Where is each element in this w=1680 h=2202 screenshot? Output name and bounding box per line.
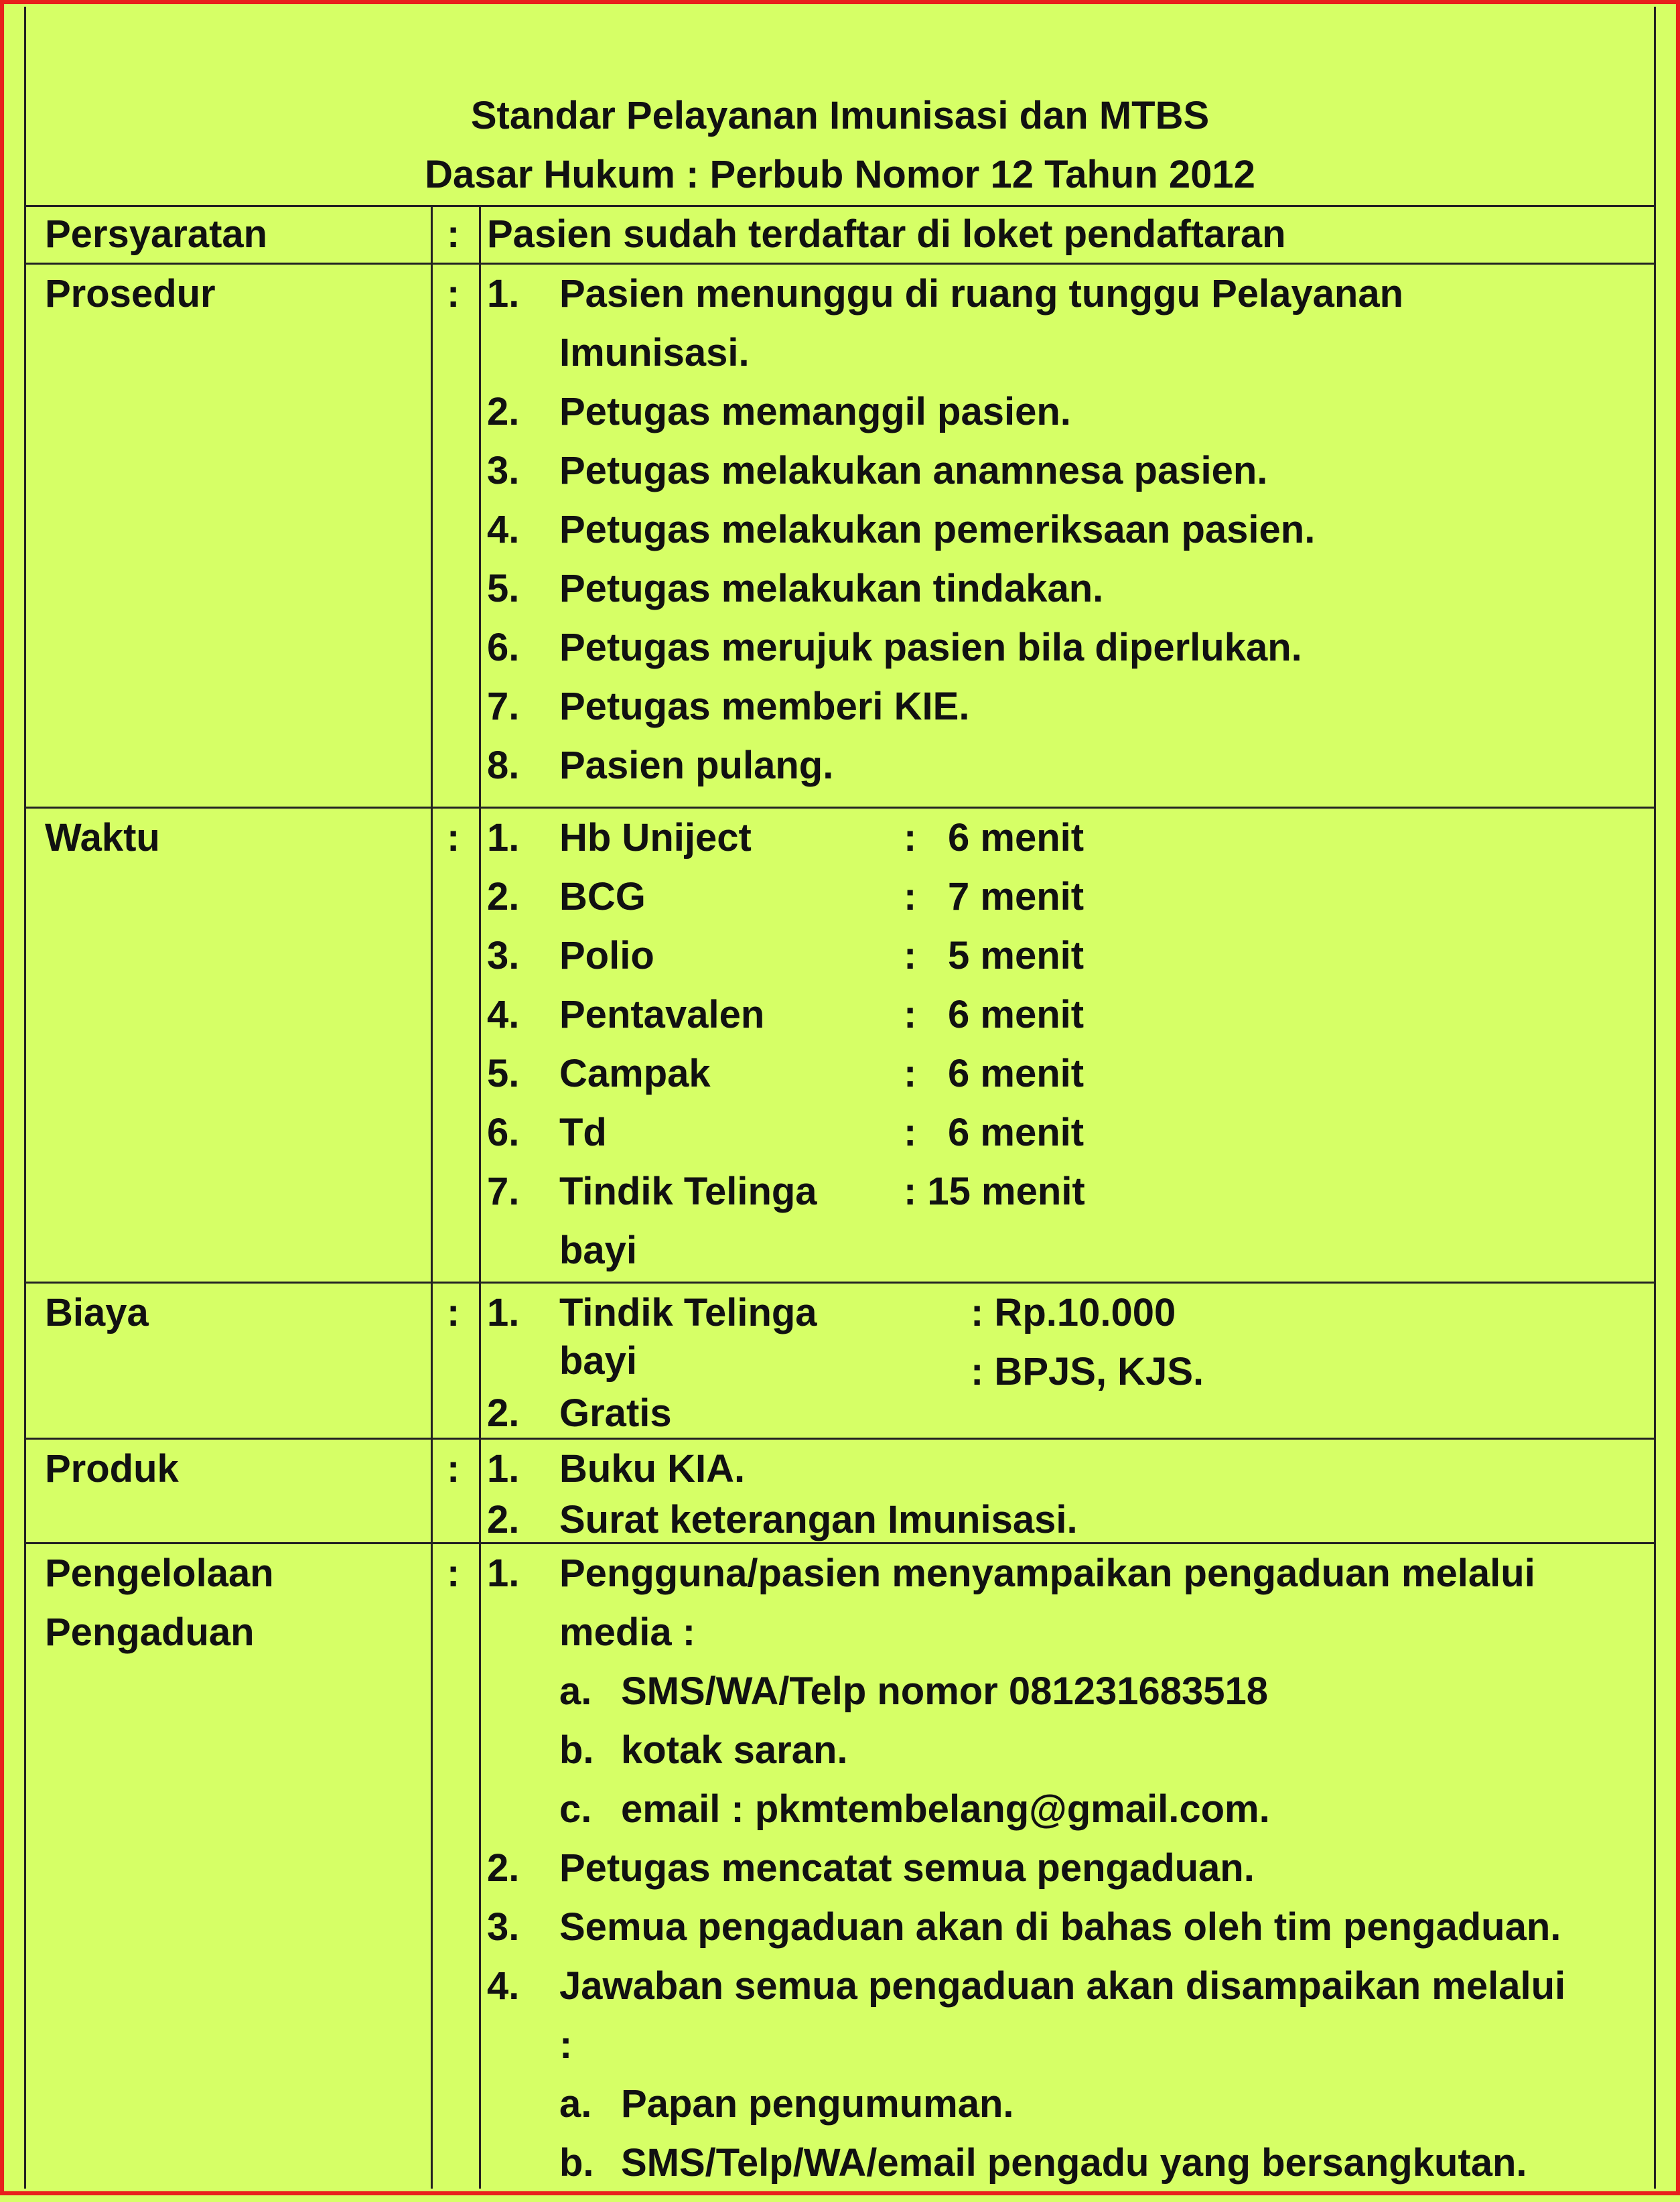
- sub-item-letter: a.: [559, 1669, 592, 1713]
- sub-item-letter: a.: [559, 2082, 592, 2126]
- complaint-item: Pengguna/pasien menyampaikan pengaduan melalui: [559, 1552, 1535, 1595]
- waktu-colon: :: [447, 816, 460, 859]
- time-separator: :: [904, 875, 917, 918]
- fee-value: : Rp.10.000: [971, 1291, 1176, 1334]
- list-item-continuation: Imunisasi.: [559, 331, 750, 374]
- time-separator: :: [904, 993, 917, 1036]
- list-number: 4.: [487, 1964, 520, 2008]
- complaint-item: Semua pengaduan akan di bahas oleh tim pengaduan.: [559, 1905, 1561, 1949]
- fee-value: : BPJS, KJS.: [971, 1350, 1204, 1393]
- list-item: Pasien menunggu di ruang tunggu Pelayanan: [559, 272, 1404, 316]
- biaya-colon: :: [447, 1291, 460, 1334]
- complaint-channel-email: email : pkmtembelang@gmail.com.: [621, 1787, 1270, 1831]
- service-name: Pentavalen: [559, 993, 765, 1036]
- legal-basis: Dasar Hukum : Perbub Nomor 12 Tahun 2012: [425, 153, 1255, 196]
- sub-item-letter: b.: [559, 1728, 594, 1772]
- row-persyaratan: [26, 205, 1654, 265]
- sub-item-letter: b.: [559, 2141, 594, 2185]
- time-separator: :: [904, 1111, 917, 1154]
- complaint-channel-phone: SMS/WA/Telp nomor 081231683518: [621, 1669, 1269, 1713]
- time-separator: :: [904, 1052, 917, 1095]
- list-number: 1.: [487, 816, 520, 859]
- list-number: 7.: [487, 1170, 520, 1213]
- list-number: 2.: [487, 1498, 520, 1541]
- list-number: 7.: [487, 685, 520, 728]
- pengaduan-label: Pengelolaan: [45, 1552, 274, 1595]
- list-number: 2.: [487, 390, 520, 433]
- list-number: 1.: [487, 272, 520, 316]
- product-item: Buku KIA.: [559, 1447, 746, 1491]
- list-item: Petugas melakukan pemeriksaan pasien.: [559, 508, 1316, 551]
- pengaduan-label-continuation: Pengaduan: [45, 1610, 255, 1654]
- list-item: Petugas melakukan anamnesa pasien.: [559, 449, 1268, 492]
- list-number: 1.: [487, 1552, 520, 1595]
- list-item: Petugas merujuk pasien bila diperlukan.: [559, 626, 1302, 669]
- list-number: 3.: [487, 934, 520, 977]
- complaint-item: Petugas mencatat semua pengaduan.: [559, 1846, 1255, 1890]
- service-duration: 6 menit: [948, 1111, 1084, 1154]
- sub-item-letter: c.: [559, 1787, 592, 1831]
- response-channel-board: Papan pengumuman.: [621, 2082, 1014, 2126]
- pengaduan-colon: :: [447, 1552, 460, 1595]
- service-duration: 7 menit: [948, 875, 1084, 918]
- list-number: 3.: [487, 449, 520, 492]
- waktu-label: Waktu: [45, 816, 160, 859]
- list-item: Petugas memberi KIE.: [559, 685, 970, 728]
- title-block: [26, 7, 1654, 207]
- time-separator: :: [904, 934, 917, 977]
- row-pengaduan: [26, 1544, 1654, 2202]
- prosedur-label: Prosedur: [45, 272, 216, 316]
- service-name: Campak: [559, 1052, 711, 1095]
- list-number: 8.: [487, 744, 520, 787]
- service-duration: 6 menit: [948, 1052, 1084, 1095]
- produk-colon: :: [447, 1447, 460, 1491]
- service-name-continuation: bayi: [559, 1229, 638, 1272]
- list-number: 4.: [487, 508, 520, 551]
- list-item: Pasien pulang.: [559, 744, 834, 787]
- service-standard-document: [24, 7, 1656, 2189]
- service-name: Tindik Telinga: [559, 1170, 817, 1213]
- service-name: Td: [559, 1111, 607, 1154]
- list-number: 3.: [487, 1905, 520, 1949]
- fee-item: Tindik Telinga: [559, 1291, 817, 1334]
- row-biaya: [26, 1284, 1654, 1440]
- row-prosedur: [26, 265, 1654, 809]
- list-number: 2.: [487, 1846, 520, 1890]
- time-separator: :: [904, 816, 917, 859]
- list-number: 1.: [487, 1291, 520, 1334]
- list-number: 4.: [487, 993, 520, 1036]
- list-number: 5.: [487, 1052, 520, 1095]
- persyaratan-colon: :: [447, 212, 460, 256]
- complaint-item: Jawaban semua pengaduan akan disampaikan melalui: [559, 1964, 1566, 2008]
- produk-label: Produk: [45, 1447, 179, 1491]
- list-number: 1.: [487, 1447, 520, 1491]
- fee-item: Gratis: [559, 1391, 672, 1435]
- list-item: Petugas memanggil pasien.: [559, 390, 1071, 433]
- prosedur-colon: :: [447, 272, 460, 316]
- biaya-label: Biaya: [45, 1291, 149, 1334]
- list-number: 6.: [487, 1111, 520, 1154]
- persyaratan-label: Persyaratan: [45, 212, 268, 256]
- complaint-channel-box: kotak saran.: [621, 1728, 848, 1772]
- service-duration: 5 menit: [948, 934, 1084, 977]
- service-duration: 6 menit: [948, 816, 1084, 859]
- complaint-item-continuation: media :: [559, 1610, 696, 1654]
- service-duration: : 15 menit: [904, 1170, 1085, 1213]
- response-channel-direct: SMS/Telp/WA/email pengadu yang bersangkutan.: [621, 2141, 1527, 2185]
- complaint-item-continuation: :: [559, 2023, 573, 2067]
- product-item: Surat keterangan Imunisasi.: [559, 1498, 1078, 1541]
- service-name: Polio: [559, 934, 654, 977]
- service-duration: 6 menit: [948, 993, 1084, 1036]
- document-title: Standar Pelayanan Imunisasi dan MTBS: [470, 94, 1210, 137]
- list-number: 5.: [487, 567, 520, 610]
- persyaratan-text: Pasien sudah terdaftar di loket pendaftaran: [487, 212, 1286, 256]
- list-number: 2.: [487, 875, 520, 918]
- service-name: Hb Uniject: [559, 816, 752, 859]
- row-produk: [26, 1440, 1654, 1544]
- list-number: 6.: [487, 626, 520, 669]
- service-name: BCG: [559, 875, 646, 918]
- list-number: 2.: [487, 1391, 520, 1435]
- row-waktu: [26, 809, 1654, 1284]
- fee-item-continuation: bayi: [559, 1339, 638, 1383]
- list-item: Petugas melakukan tindakan.: [559, 567, 1104, 610]
